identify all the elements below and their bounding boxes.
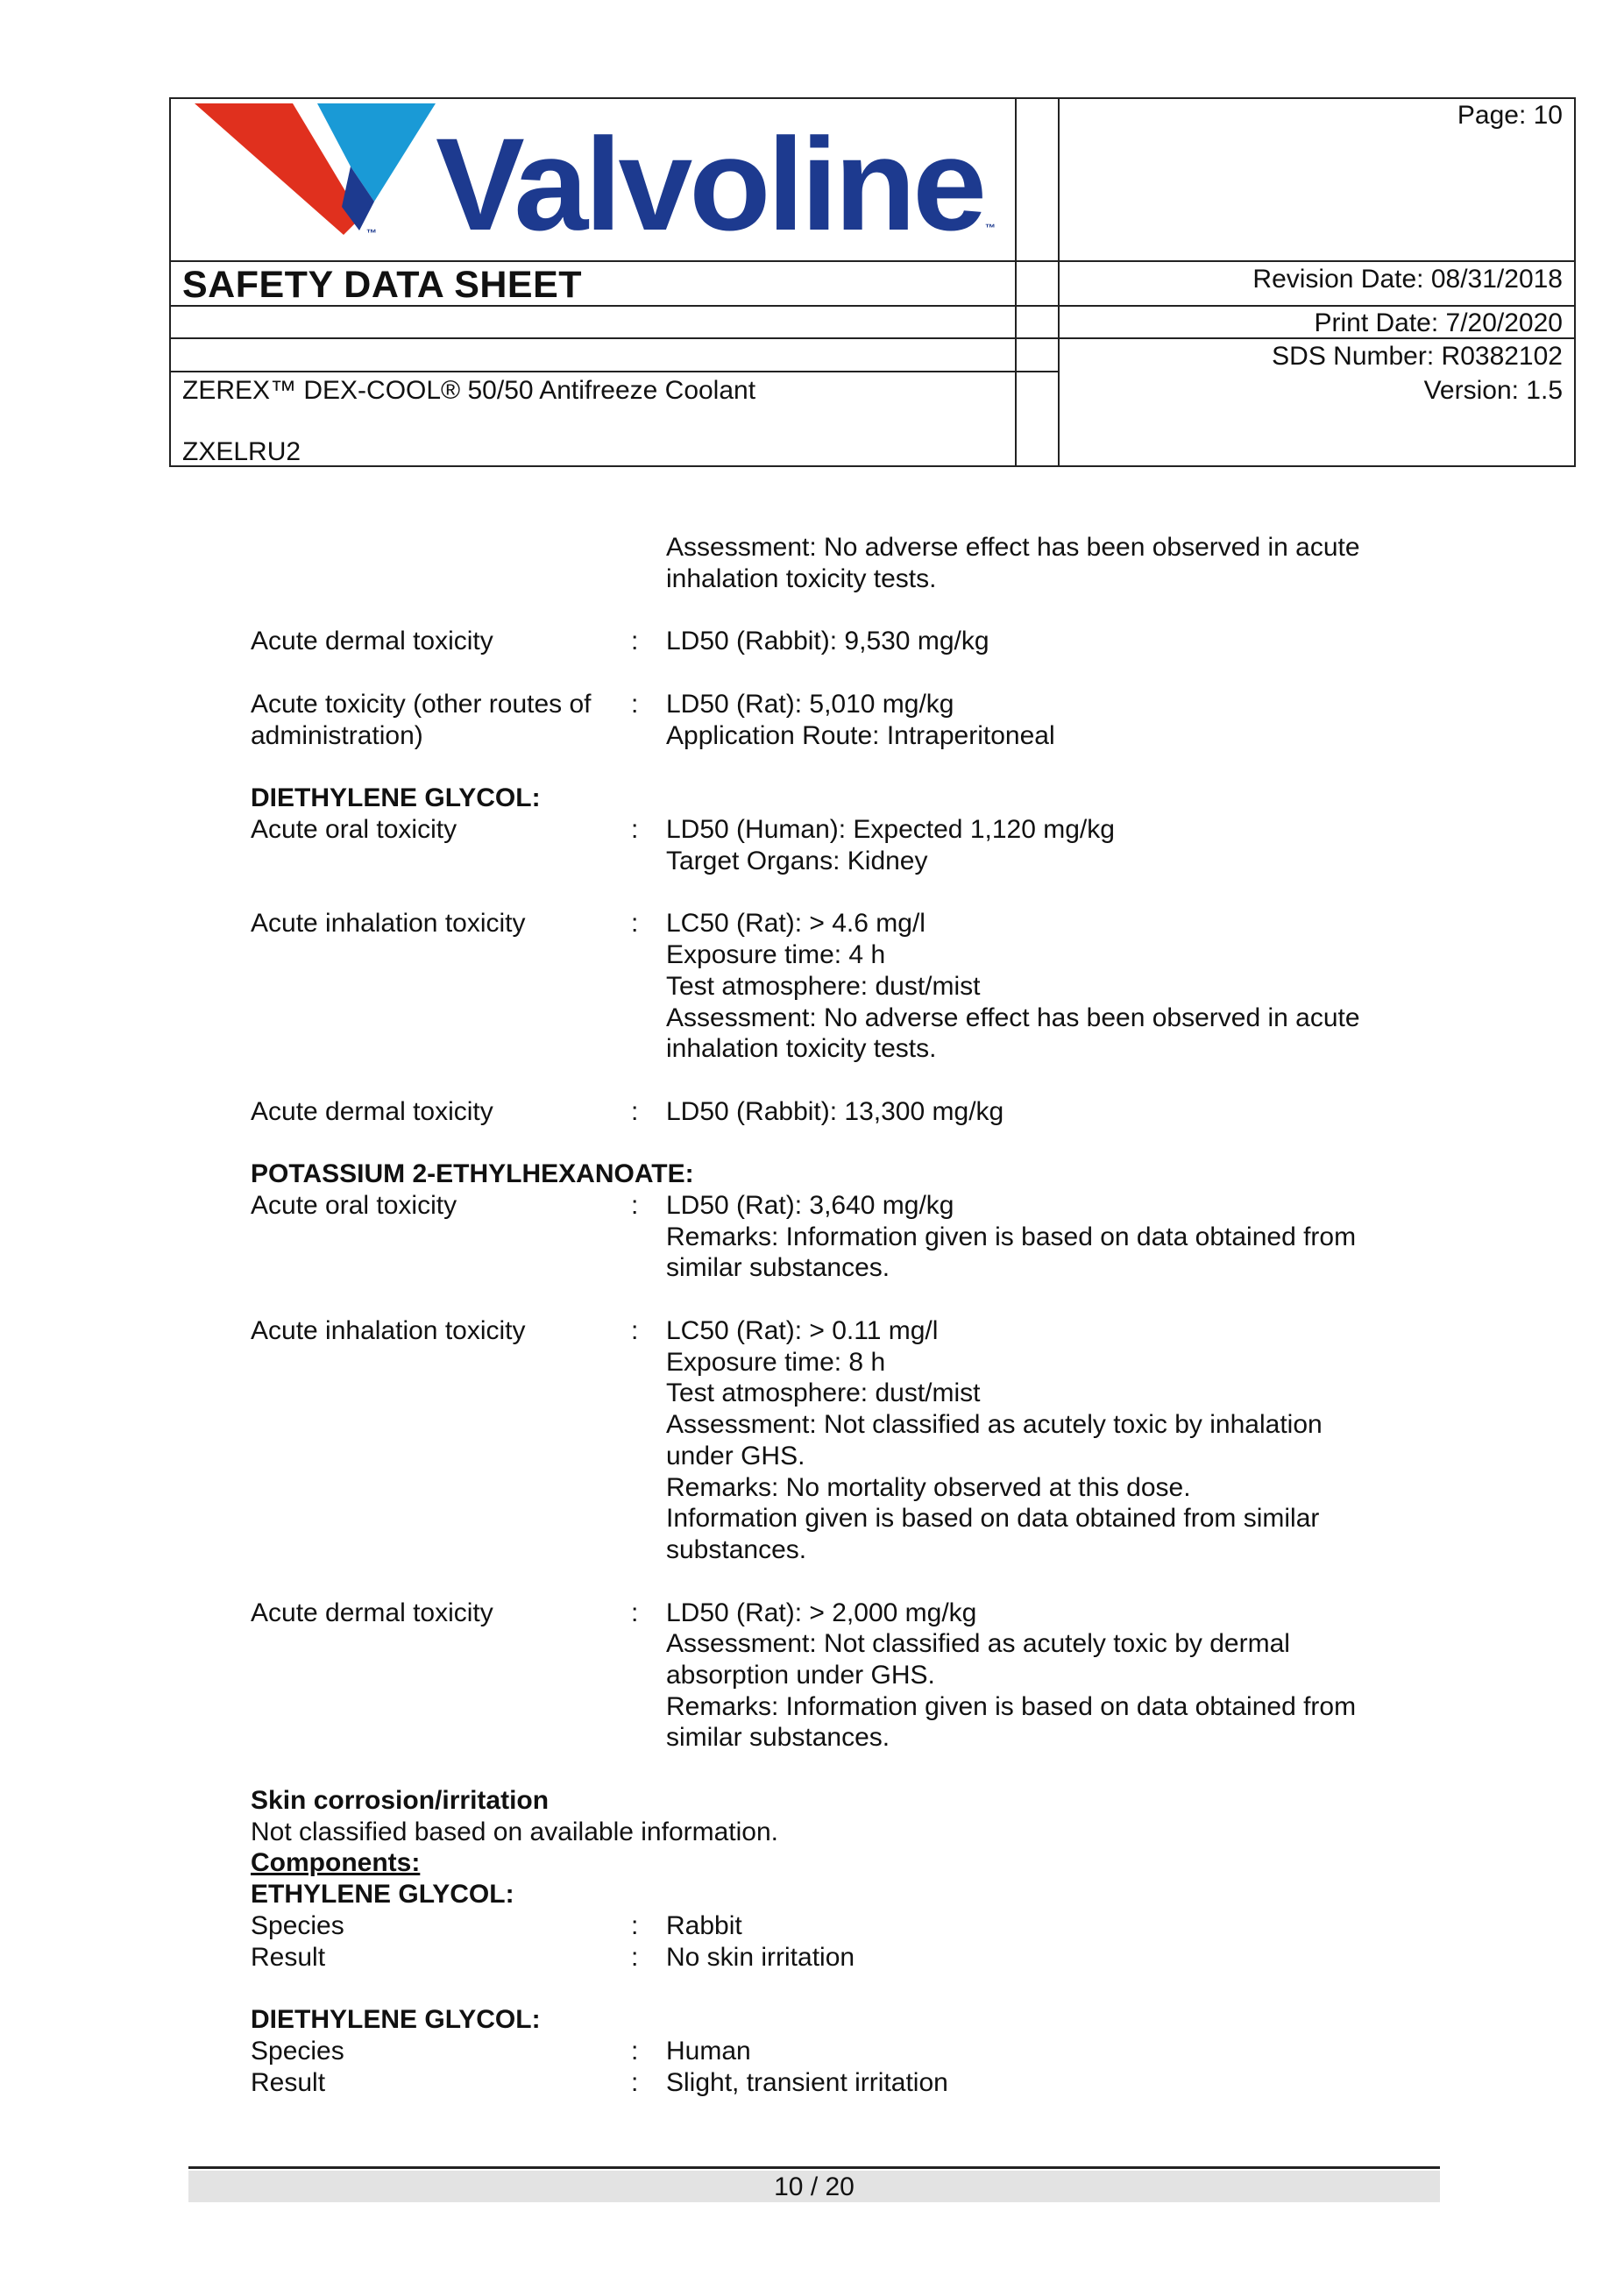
- assessment-text: inhalation toxicity tests.: [666, 564, 937, 593]
- field-label: Species: [251, 2037, 344, 2066]
- field-label: Acute dermal toxicity: [251, 1598, 493, 1627]
- field-value: LD50 (Rabbit): 9,530 mg/kg: [666, 627, 989, 655]
- colon-separator: :: [631, 1097, 639, 1126]
- field-value: Assessment: Not classified as acutely toxic by dermal: [666, 1629, 1290, 1658]
- field-value: LD50 (Rat): > 2,000 mg/kg: [666, 1598, 977, 1627]
- field-value: Human: [666, 2037, 751, 2066]
- field-label: Acute dermal toxicity: [251, 627, 493, 655]
- field-value: LC50 (Rat): > 0.11 mg/l: [666, 1316, 939, 1345]
- page-number: Page: 10: [1457, 101, 1563, 130]
- field-value: LD50 (Rat): 5,010 mg/kg: [666, 690, 954, 719]
- field-label: Result: [251, 1943, 326, 1972]
- field-value: Rabbit: [666, 1911, 742, 1940]
- field-value: Target Organs: Kidney: [666, 847, 928, 875]
- logo-tm: ™: [985, 222, 996, 234]
- field-label: Acute inhalation toxicity: [251, 909, 526, 938]
- colon-separator: :: [631, 815, 639, 844]
- section-note: Not classified based on available information.: [251, 1818, 779, 1846]
- colon-separator: :: [631, 690, 639, 719]
- field-value: substances.: [666, 1535, 807, 1564]
- component-heading: POTASSIUM 2-ETHYLHEXANOATE:: [251, 1159, 694, 1188]
- print-date: Print Date: 7/20/2020: [1314, 308, 1563, 337]
- field-value: similar substances.: [666, 1253, 890, 1282]
- field-label: administration): [251, 721, 423, 750]
- version: Version: 1.5: [1423, 376, 1563, 405]
- field-value: Exposure time: 4 h: [666, 940, 886, 969]
- components-heading: Components:: [251, 1848, 421, 1877]
- field-value: LD50 (Rat): 3,640 mg/kg: [666, 1191, 954, 1220]
- field-label: Acute inhalation toxicity: [251, 1316, 526, 1345]
- header-divider: [169, 260, 1576, 262]
- field-value: Assessment: No adverse effect has been observed in acute: [666, 1003, 1360, 1032]
- field-value: Exposure time: 8 h: [666, 1348, 886, 1377]
- field-value: Test atmosphere: dust/mist: [666, 1378, 981, 1407]
- logo-tm-small: ™: [366, 227, 377, 239]
- field-value: Application Route: Intraperitoneal: [666, 721, 1055, 750]
- field-value: Remarks: Information given is based on data obtained from: [666, 1692, 1357, 1721]
- component-heading: ETHYLENE GLYCOL:: [251, 1880, 514, 1909]
- field-label: Acute toxicity (other routes of: [251, 690, 592, 719]
- header-divider: [169, 371, 1058, 372]
- product-code: ZXELRU2: [182, 437, 301, 466]
- field-label: Result: [251, 2068, 326, 2097]
- colon-separator: :: [631, 909, 639, 938]
- colon-separator: :: [631, 2037, 639, 2066]
- component-heading: DIETHYLENE GLYCOL:: [251, 783, 541, 812]
- sds-number: SDS Number: R0382102: [1272, 342, 1563, 371]
- colon-separator: :: [631, 1191, 639, 1220]
- colon-separator: :: [631, 2068, 639, 2097]
- valvoline-logo: [195, 103, 1001, 244]
- field-value: Test atmosphere: dust/mist: [666, 972, 981, 1001]
- field-label: Acute dermal toxicity: [251, 1097, 493, 1126]
- field-value: similar substances.: [666, 1723, 890, 1752]
- field-label: Acute oral toxicity: [251, 815, 457, 844]
- field-value: LC50 (Rat): > 4.6 mg/l: [666, 909, 925, 938]
- colon-separator: :: [631, 1316, 639, 1345]
- field-value: absorption under GHS.: [666, 1661, 935, 1690]
- assessment-text: Assessment: No adverse effect has been observed in acute: [666, 533, 1360, 562]
- revision-date: Revision Date: 08/31/2018: [1252, 265, 1563, 294]
- field-label: Acute oral toxicity: [251, 1191, 457, 1220]
- header-divider: [169, 337, 1576, 339]
- section-heading: Skin corrosion/irritation: [251, 1786, 550, 1815]
- colon-separator: :: [631, 1911, 639, 1940]
- field-value: Slight, transient irritation: [666, 2068, 948, 2097]
- field-value: Information given is based on data obtained from similar: [666, 1504, 1320, 1533]
- field-value: Assessment: Not classified as acutely toxic by inhalation: [666, 1410, 1323, 1439]
- page-counter: 10 / 20: [774, 2172, 855, 2201]
- header-divider: [1015, 97, 1017, 467]
- header-divider: [1058, 97, 1060, 467]
- field-value: LD50 (Rabbit): 13,300 mg/kg: [666, 1097, 1004, 1126]
- field-value: inhalation toxicity tests.: [666, 1034, 937, 1063]
- component-heading: DIETHYLENE GLYCOL:: [251, 2005, 541, 2034]
- colon-separator: :: [631, 627, 639, 655]
- product-name: ZEREX™ DEX-COOL® 50/50 Antifreeze Coolant: [182, 376, 756, 405]
- field-label: Species: [251, 1911, 344, 1940]
- field-value: under GHS.: [666, 1442, 805, 1470]
- field-value: No skin irritation: [666, 1943, 855, 1972]
- field-value: Remarks: No mortality observed at this dose.: [666, 1473, 1191, 1502]
- field-value: Remarks: Information given is based on data obtained from: [666, 1222, 1357, 1251]
- field-value: LD50 (Human): Expected 1,120 mg/kg: [666, 815, 1115, 844]
- document-title: SAFETY DATA SHEET: [182, 264, 583, 306]
- logo-wordmark: Valvoline: [436, 110, 983, 244]
- colon-separator: :: [631, 1943, 639, 1972]
- footer-rule: [188, 2166, 1440, 2169]
- colon-separator: :: [631, 1598, 639, 1627]
